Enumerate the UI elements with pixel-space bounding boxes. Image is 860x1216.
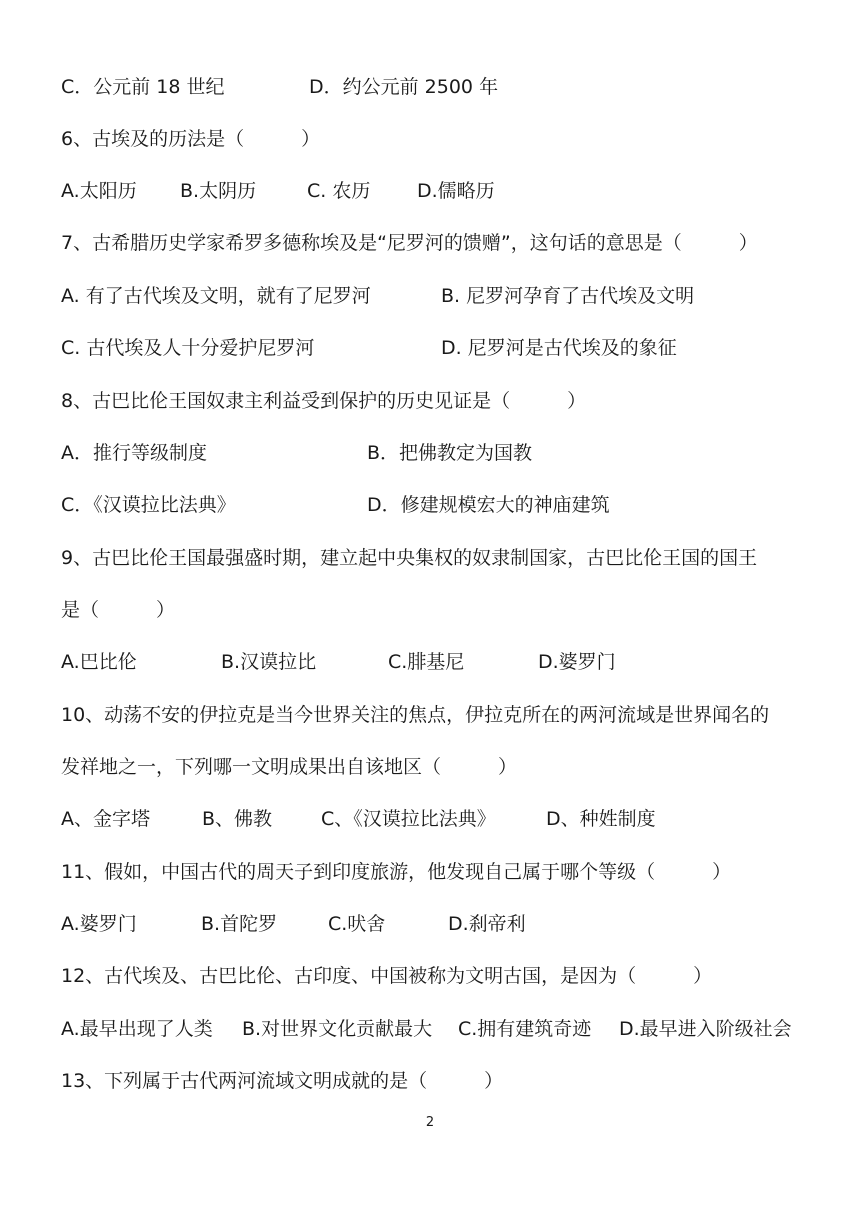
answer-option: D.儒略历 [417,180,495,202]
answer-option: B. 尼罗河孕育了古代埃及文明 [441,285,695,307]
question-text: 6、古埃及的历法是（ ） [61,128,321,150]
answer-option: B.汉谟拉比 [221,651,317,673]
question-text: 是（ ） [61,599,176,621]
answer-option: B.对世界文化贡献最大 [242,1018,433,1040]
answer-option: A. 有了古代埃及文明，就有了尼罗河 [61,285,371,307]
answer-option: B.太阴历 [180,180,257,202]
answer-option: A.婆罗门 [61,913,137,935]
answer-option: C. 农历 [307,180,371,202]
answer-option: D. 尼罗河是古代埃及的象征 [441,337,677,359]
answer-option: B．把佛教定为国教 [367,442,533,464]
answer-option: A．推行等级制度 [61,442,207,464]
question-text: 8、古巴比伦王国奴隶主利益受到保护的历史见证是（ ） [61,390,587,412]
answer-option: C. 古代埃及人十分爱护尼罗河 [61,337,315,359]
question-text: 11、假如，中国古代的周天子到印度旅游，他发现自己属于哪个等级（ ） [61,861,732,883]
answer-option: C．《汉谟拉比法典》 [61,494,236,516]
answer-option: A.太阳历 [61,180,137,202]
answer-option: B.首陀罗 [201,913,278,935]
answer-option: C.拥有建筑奇迹 [458,1018,592,1040]
question-text: 9、古巴比伦王国最强盛时期，建立起中央集权的奴隶制国家，古巴比伦王国的国王 [61,547,758,569]
question-text: 12、古代埃及、古巴比伦、古印度、中国被称为文明古国，是因为（ ） [61,965,713,987]
answer-option: C.腓基尼 [388,651,465,673]
answer-option: C.吠舍 [328,913,386,935]
question-text: 10、动荡不安的伊拉克是当今世界关注的焦点，伊拉克所在的两河流域是世界闻名的 [61,704,770,726]
question-text: 发祥地之一，下列哪一文明成果出自该地区（ ） [61,756,518,778]
question-text: 13、下列属于古代两河流域文明成就的是（ ） [61,1070,504,1092]
answer-option: D、种姓制度 [546,808,656,830]
answer-option: B、佛教 [202,808,273,830]
answer-option: A、金字塔 [61,808,150,830]
answer-option: D．约公元前 2500 年 [309,76,499,98]
answer-option: D.最早进入阶级社会 [619,1018,792,1040]
answer-option: D．修建规模宏大的神庙建筑 [367,494,610,516]
answer-option: A.最早出现了人类 [61,1018,213,1040]
answer-option: D.婆罗门 [538,651,616,673]
question-text: 7、古希腊历史学家希罗多德称埃及是“尼罗河的馈赠”，这句话的意思是（ ） [61,232,758,254]
answer-option: C．公元前 18 世纪 [61,76,225,98]
answer-option: A.巴比伦 [61,651,137,673]
answer-option: D.刹帝利 [448,913,526,935]
answer-option: C、《汉谟拉比法典》 [321,808,496,830]
page-number: 2 [425,1115,435,1130]
